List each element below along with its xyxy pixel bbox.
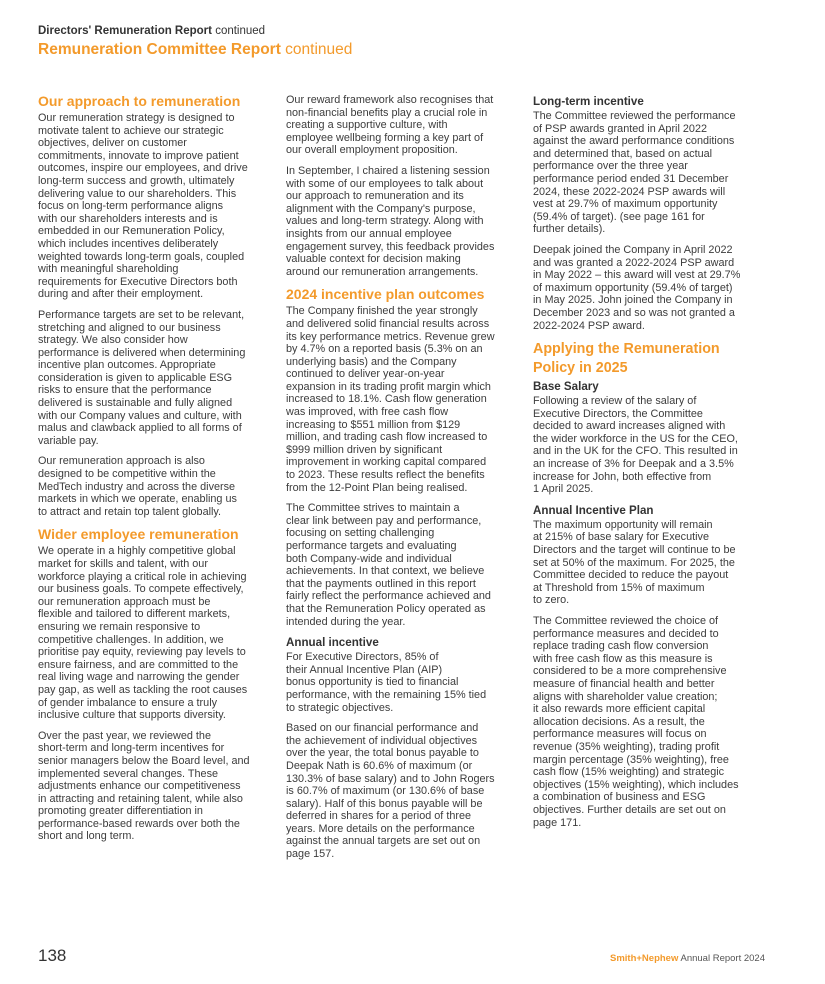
paragraph: We operate in a highly competitive global market for skills and talent, with our workforce playing a critical role in achieving our business goals. To compete effectively, our remuneration approach must be flexible and tailored to different markets, ensuring we remain responsive to competitive challenges. In addition, we prioritise pay equity, reviewing pay levels to ensure fairness, and are committed to the real living wage and narrowing the gender pay gap, as well as tackling the root causes of gender imbalance to ensure a truly inclusive culture that supports diversity. (38, 545, 248, 722)
paragraph: Our remuneration approach is also designed to be competitive within the MedTech industry and across the diverse markets in which we operate, enabling us to attract and retain top talent globally. (38, 455, 237, 518)
heading-approach: Our approach to remuneration (38, 93, 241, 109)
paragraph: Following a review of the salary of Executive Directors, the Committee decided to award increases aligned with the wider workforce in the US for the CEO, and in the UK for the CFO. This resulted in an increase of 3% for Deepak and a 3.5% increase for John, both effective from 1 April 2025. (533, 395, 738, 496)
brand-logo: Smith+Nephew (610, 953, 679, 964)
heading-annual-incentive-plan: Annual Incentive Plan (533, 503, 654, 517)
heading-long-term-incentive: Long-term incentive (533, 95, 644, 108)
page-header (38, 25, 352, 59)
column-3 (533, 95, 769, 837)
paragraph: For Executive Directors, 85% of their Annual Incentive Plan (AIP) bonus opportunity is tied to financial performance, with the remaining 15% tied to strategic objectives. (286, 651, 487, 714)
paragraph: Our remuneration strategy is designed to motivate talent to achieve our strategic objectives, deliver on customer commitments, innovate to improve patient outcomes, inspire our employees, and drive long-term success and growth, ultimately delivering value to our shareholders. This focus on long-term performance aligns with our shareholders interests and is embedded in our Remuneration Policy, which includes incentives deliberately weighted towards long-term goals, coupled with meaningful shareholding requirements for Executive Directors both during and after their employment. (38, 112, 248, 301)
column-2 (286, 94, 522, 869)
paragraph: The maximum opportunity will remain at 215% of base salary for Executive Directors and the target will continue to be set at 50% of the maximum. For 2025, the Committee decided to reduce the payout at Threshold from 15% of maximum to zero. (533, 518, 736, 607)
section-title: Directors' Remuneration Report continued (38, 25, 266, 37)
paragraph: Based on our financial performance and the achievement of individual objectives over the year, the total bonus payable to Deepak Nath is 60.6% of maximum (or 130.3% of base salary) and to John Rogers is 60.7% of maximum (or 130.6% of base salary). Half of this bonus payable will be deferred in shares for a period of three years. More details on the performance against the annual targets are set out on page 157. (286, 722, 495, 861)
report-title: Remuneration Committee Report continued (38, 41, 353, 58)
heading-annual-incentive: Annual incentive (286, 636, 379, 650)
heading-wider-employee: Wider employee remuneration (38, 526, 239, 543)
paragraph: The Committee strives to maintain a clear link between pay and performance, focusing on setting challenging performance targets and evaluating both Company-wide and individual achievements. In that context, we believe that the payments outlined in this report fairly reflect the performance achieved and that the Remuneration Policy operated as intended during the year. (286, 502, 491, 628)
paragraph: The Company finished the year strongly and delivered solid financial results across its key performance metrics. Revenue grew by 4.7% on a reported basis (5.3% on an underlying basis) and the Company continued to deliver year-on-year expansion in its trading profit margin which increased to 18.1%. Cash flow generation was improved, with free cash flow increasing to $551 million from $129 million, and trading cash flow increased to $999 million driven by significant improvement in working capital compared to 2023. These results reflect the benefits from the 12-Point Plan being realised. (286, 305, 495, 494)
paragraph: Deepak joined the Company in April 2022 and was granted a 2022-2024 PSP award in May 2022 – this award will vest at 29.7% of maximum opportunity (59.4% of target) in May 2025. John joined the Company in December 2023 and so was not granted a 2022-2024 PSP award. (533, 243, 741, 332)
paragraph: Performance targets are set to be relevant, stretching and aligned to our business strategy. We also consider how performance is delivered when determining incentive plan outcomes. Appropriate consideration is given to applicable ESG risks to ensure that the performance delivered is sustainable and fully aligned with our Company values and culture, with malus and clawback applied to all forms of variable pay. (38, 308, 246, 447)
footer-report-name: Smith+Nephew Annual Report 2024 (610, 953, 765, 964)
heading-base-salary: Base Salary (533, 380, 599, 394)
column-1 (38, 93, 274, 851)
paragraph: Our reward framework also recognises that non-financial benefits play a crucial role in creating a supportive culture, with employee wellbeing forming a key part of our overall employment proposition. (286, 94, 494, 157)
paragraph: The Committee reviewed the performance of PSP awards granted in April 2022 against the award performance conditions and determined that, based on actual performance over the three year performance period ended 31 December 2024, these 2022-2024 PSP awards will vest at 29.7% of maximum opportunity (59.4% of target). (see page 161 for further details). (533, 110, 736, 236)
paragraph: In September, I chaired a listening session with some of our employees to talk about our approach to remuneration and its alignment with the Company's purpose, values and long-term strategy. Along with insights from our annual employee engagement survey, this feedback provides valuable context for decision making around our remuneration arrangements. (286, 164, 495, 278)
heading-incentive-outcomes: 2024 incentive plan outcomes (286, 286, 485, 303)
paragraph: The Committee reviewed the choice of performance measures and decided to replace trading cash flow conversion with free cash flow as this measure is considered to be a more comprehensive measure of financial health and better aligns with shareholder value creation; it also rewards more efficient capital allocation decisions. As a result, the performance measures will focus on revenue (35% weighting), trading profit margin percentage (35% weighting), free cash flow (15% weighting) and strategic objectives (15% weighting), which includes a combination of business and ESG objectives. Further details are set out on page 171. (533, 615, 739, 829)
paragraph: Over the past year, we reviewed the short-term and long-term incentives for senior managers below the Board level, and implemented several changes. These adjustments enhance our competitiveness in attracting and retaining talent, while also promoting greater differentiation in performance-based rewards over both the short and long term. (38, 729, 250, 843)
page-number: 138 (38, 946, 67, 965)
heading-applying-policy: Applying the Remuneration Policy in 2025 (533, 341, 720, 377)
